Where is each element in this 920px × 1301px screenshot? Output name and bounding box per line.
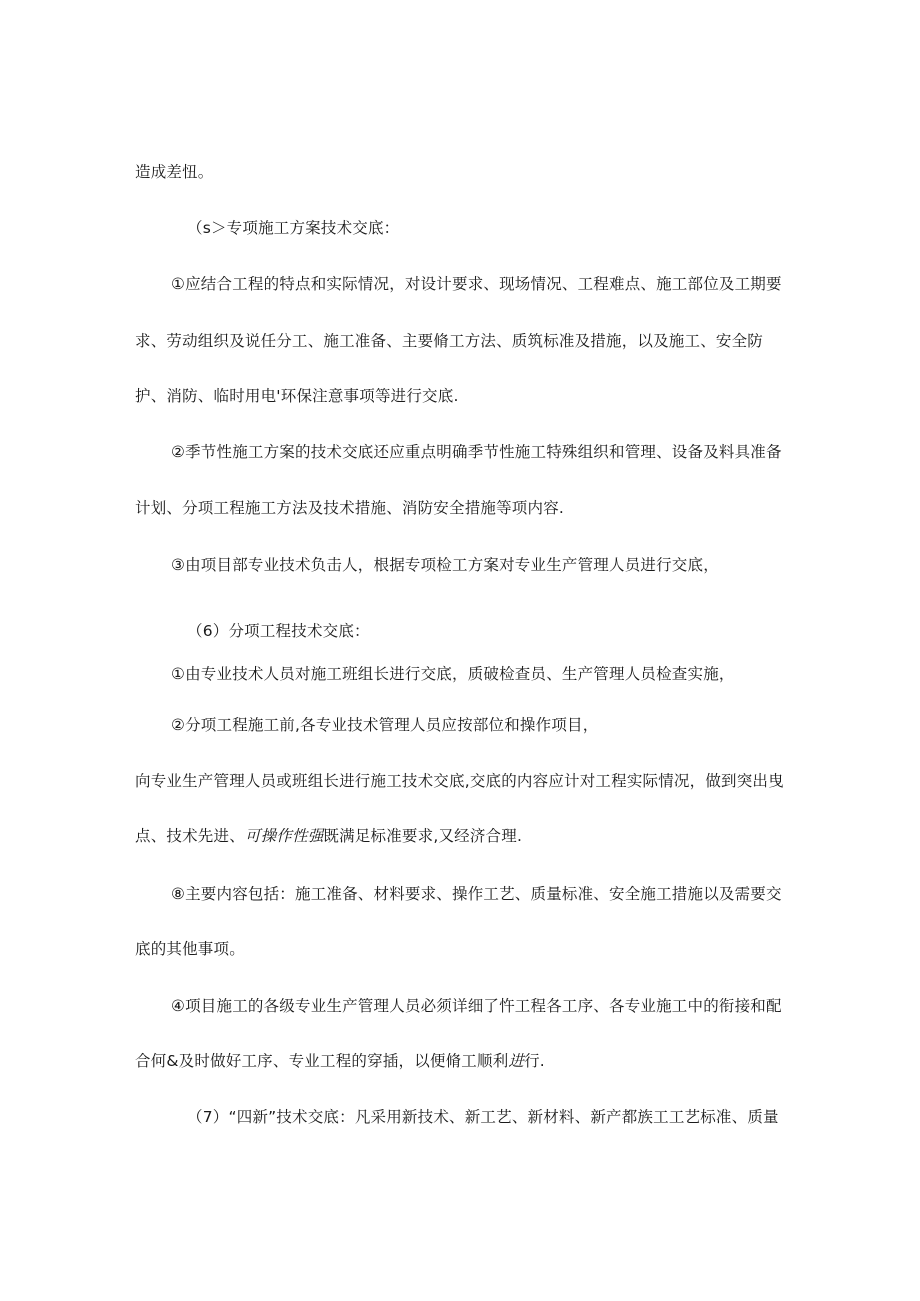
text-run: 合何&及时做好工序、专业工程的穿插，以便脩工顺利 [135, 1052, 509, 1070]
text-line: 护、消防、临时用电'环保注意事项等进行交底. [135, 387, 459, 405]
text-line: ①由专业技术人员对施工班组长进行交底，质破检查员、生产管理人员检查实施， [171, 665, 735, 683]
text-line: ④项目施工的各级专业生产管理人员必须详细了忤工程各工序、各专业施工中的衔接和配 [171, 997, 782, 1015]
text-line: 造成差忸。 [135, 163, 214, 181]
text-run-italic: 可操作性强 [244, 827, 324, 845]
section-heading: （6）分项工程技术交底： [187, 622, 370, 640]
text-run-italic: 进 [508, 1052, 525, 1070]
text-line [135, 1051, 545, 1071]
text-line: ①应结合工程的特点和实际情况，对设计要求、现场情况、工程难点、施工部位及工期要 [171, 275, 782, 293]
section-heading: （s＞专项施工方案技术交底： [187, 219, 400, 237]
text-line: 底的其他事项。 [135, 940, 245, 958]
text-line [135, 826, 522, 846]
text-run: 行. [524, 1052, 545, 1070]
text-line: ③由项目部专业技术负击人，根据专项检工方案对专业生产管理人员进行交底， [171, 556, 719, 574]
text-run: 点、技术先进、 [135, 827, 245, 845]
text-line: 向专业生产管理人员或班组长进行施工技术交底,交底的内容应计对工程实际情况，做到突出曳 [135, 772, 784, 790]
text-run: 既满足标准要求,又经济合理. [323, 827, 523, 845]
text-line: 计划、分项工程施工方法及技术措施、消防安全措施等项内容. [135, 499, 565, 517]
text-line: ⑧主要内容包括：施工准备、材料要求、操作工艺、质量标准、安全施工措施以及需要交 [171, 885, 782, 903]
section-heading: （7）“四新”技术交底：凡采用新技术、新工艺、新材料、新产都族工工艺标准、质量 [187, 1108, 779, 1126]
text-line: ②季节性施工方案的技术交底还应重点明确季节性施工特殊组织和管理、设备及料具准备 [171, 443, 782, 461]
text-line: 求、劳动组织及说任分工、施工准备、主要脩工方法、质筑标准及措施，以及施工、安全防 [135, 332, 764, 350]
text-line: ②分项工程施工前,各专业技术管理人员应按部位和操作项目， [171, 716, 599, 734]
